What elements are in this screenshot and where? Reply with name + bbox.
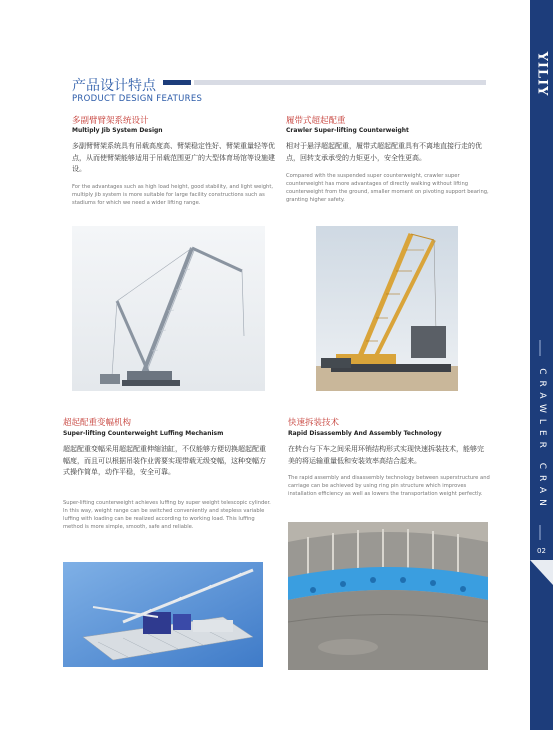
section-2-body-cn: 相对于悬浮超起配重，履带式超起配重具有不离地直接行走的优点，回转支承承受的力矩更小，安全性更高。: [286, 142, 482, 162]
page-title-en: PRODUCT DESIGN FEATURES: [72, 94, 203, 104]
section-1-title-cn: 多副臂臂架系统设计: [72, 116, 149, 126]
section-4-image: [288, 522, 488, 670]
page-number: 02: [537, 547, 546, 555]
section-4-body-en: The rapid assembly and disassembly technology between superstructure and carriage can be achieved by using ring pin structure which improves installation efficiency as well as lowers the transportation weight perfectly.: [288, 475, 490, 497]
title-bar-accent: [163, 80, 191, 85]
section-1-body-en: For the advantages such as high load height, good stability, and light weight, multiply jib system is more suitable for large facility constructions such as stadiums for which we need a wider lifting range.: [72, 184, 274, 206]
page-title-cn: 产品设计特点: [72, 78, 156, 94]
section-4-title-cn: 快速拆装技术: [288, 418, 340, 428]
section-2-image: [316, 226, 458, 391]
section-4-title-en: Rapid Disassembly And Assembly Technology: [288, 430, 442, 437]
section-3-image: [63, 562, 263, 667]
section-2-title-en: Crawler Super-lifting Counterweight: [286, 127, 409, 134]
section-3-body-en: Super-lifting counterweight achieves luffing by super weight telescopic cylinder. In this way, weight range can be switched conveniently and stepless variable luffing with loading can be realized according to working load. This luffing method is more simple, smooth, safe and reliable.: [63, 500, 271, 530]
sidebar-product-label: CRAWLER CRAN: [536, 368, 547, 512]
section-3-title-en: Super-lifting Counterweight Luffing Mechanism: [63, 430, 224, 437]
section-1-title-en: Multiply Jib System Design: [72, 127, 163, 134]
title-bar-rule: [194, 80, 486, 85]
section-2-body-en: Compared with the suspended super counterweight, crawler super counterweight has more advantages of directly walking without lifting counterweight from the ground, smaller moment on pivoting support bearing, granting higher safety.: [286, 173, 489, 203]
section-4-body-cn: 在转台与下车之间采用环销结构形式实现快速拆装技术，能够完美的将运输重量低和安装效率高结合起来。: [288, 445, 484, 465]
brand-logo-text: YILIY: [534, 51, 549, 97]
section-1-body-cn: 多副臂臂架系统具有吊载高度高、臂架稳定性好、臂架重量轻等优点，从而使臂架能够适用于吊载范围更广的大型体育场馆等设施建设。: [72, 142, 275, 173]
section-2-title-cn: 履带式超起配重: [286, 116, 346, 126]
section-3-body-cn: 超起配重变幅采用超起配重伸缩油缸，不仅能够方便切换超起配重幅度，而且可以根据吊装作业需要实现带载无级变幅，这种变幅方式操作简单，动作平稳，安全可靠。: [63, 445, 266, 476]
section-3-title-cn: 超起配重变幅机构: [63, 418, 132, 428]
section-1-image: [72, 226, 265, 391]
